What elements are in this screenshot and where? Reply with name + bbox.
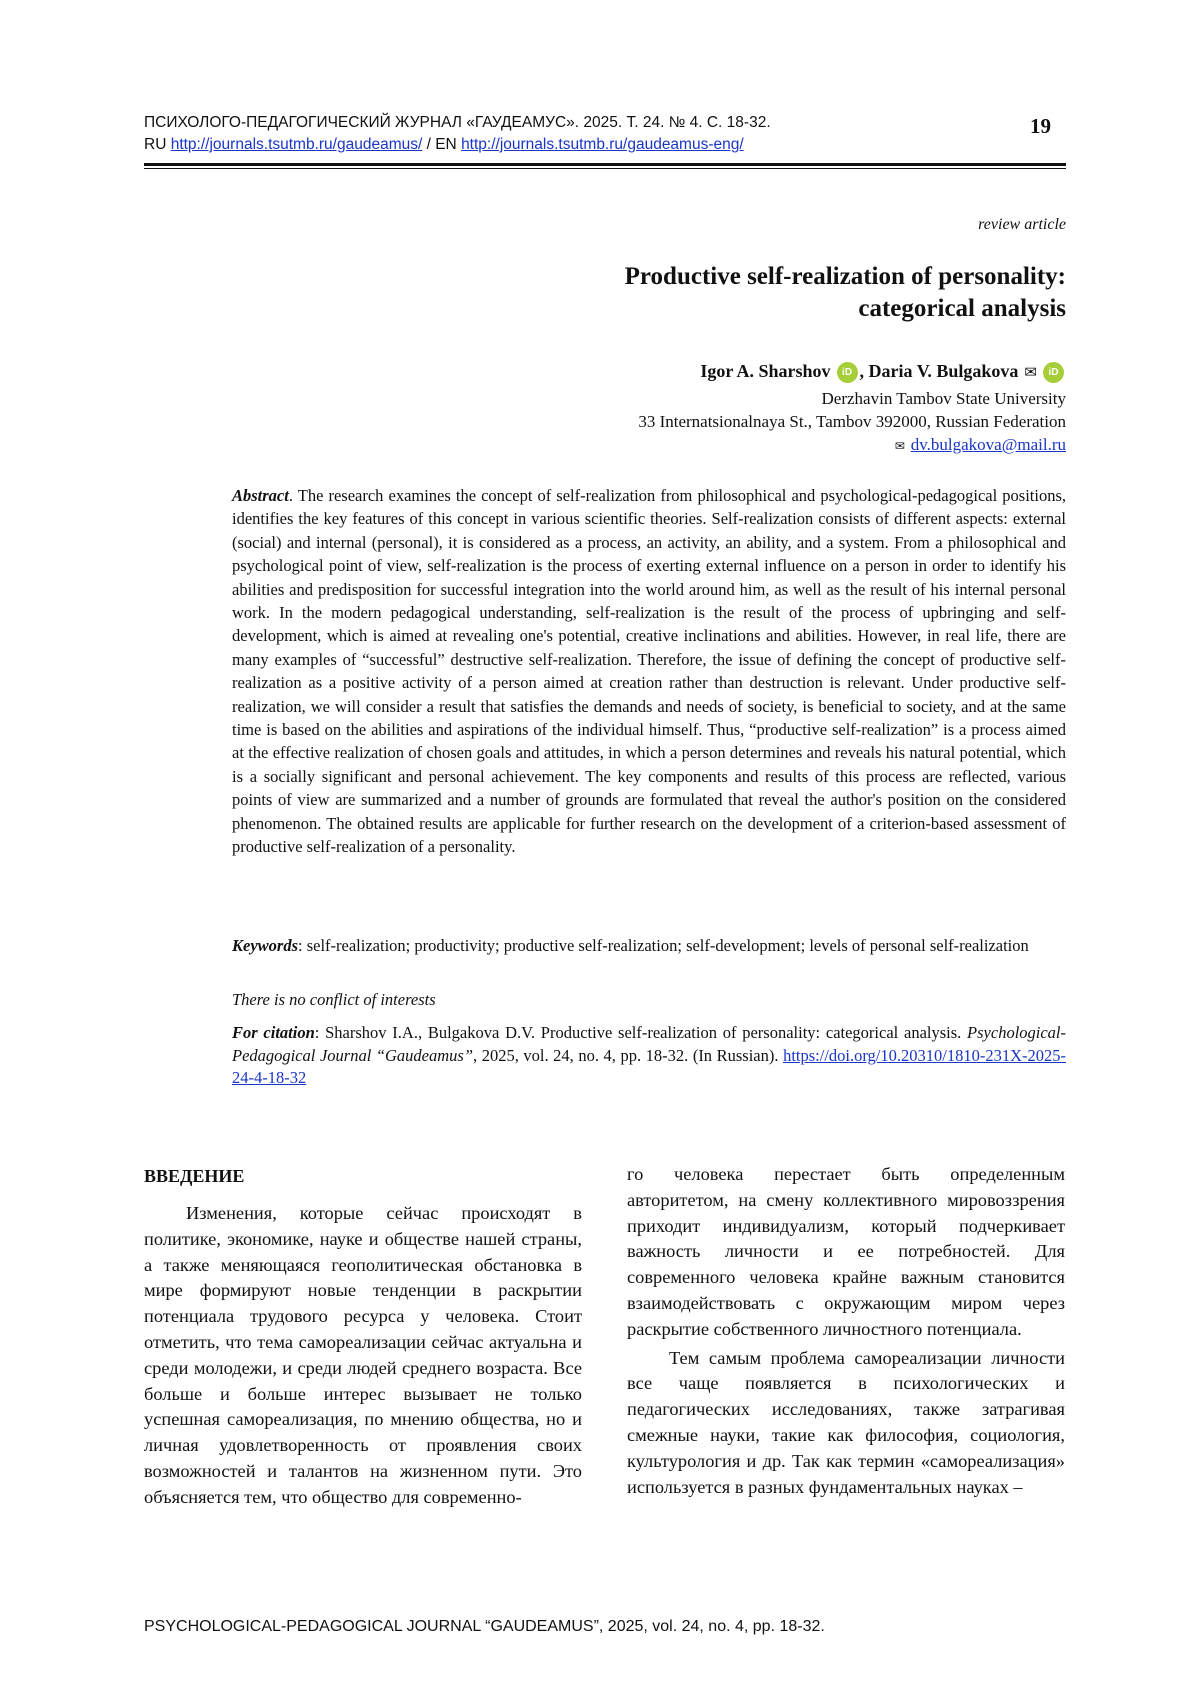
page-number: 19 xyxy=(1030,114,1051,138)
keywords-label: Keywords xyxy=(232,936,298,955)
affiliation: Derzhavin Tambov State University xyxy=(821,389,1066,408)
abstract-label: Abstract xyxy=(232,486,289,505)
conflict-statement: There is no conflict of interests xyxy=(232,990,436,1009)
keywords xyxy=(232,935,1066,957)
citation-text-1: : Sharshov I.A., Bulgakova D.V. Productive self-realization of personality: categorical analysis. xyxy=(314,1023,968,1042)
abstract xyxy=(232,484,1066,859)
orcid-icon[interactable]: iD xyxy=(837,362,858,383)
title-line-2: categorical analysis xyxy=(858,295,1066,322)
section-heading: ВВЕДЕНИЕ xyxy=(144,1166,245,1186)
email-line xyxy=(638,433,1066,458)
citation-label: For citation xyxy=(232,1023,315,1042)
title-line-1: Productive self-realization of personality: xyxy=(624,263,1066,290)
envelope-icon: ✉ xyxy=(894,439,905,453)
abstract-text: . The research examines the concept of self-realization from philosophical and psychological-pedagogical positions, identifies the key features of this concept in various scientific theories. Self-realization consists of different aspects: external (social) and internal (personal), it is considered as a process, an activity, an ability, and a system. From a philosophical and psychological point of view, self-realization is the process of exerting external influence on a person in order to identify his abilities and predisposition for successful integration into the world around him, as well as the result of his internal personal work. In the modern pedagogical understanding, self-realization is the result of the process of upbringing and self-development, which is aimed at revealing one's potential, creative inclinations and abilities. However, in real life, there are many examples of “successful” destructive self-realization. Therefore, the issue of defining the concept of productive self-realization as a positive activity of a person aimed at creation rather than destruction is relevant. Under productive self-realization, we will consider a result that satisfies the demands and needs of society, is beneficial to society, and at the same time is based on the abilities and aspirations of the individual himself. Thus, “productive self-realization” is a process aimed at the effective realization of chosen goals and attitudes, in which a person determines and reveals his natural potential, which is a socially significant and personal achievement. The key components and results of this process are reflected, various points of view are summarized and a number of grounds are formulated that reveal the author's position on the considered phenomenon. The obtained results are applicable for further research on the development of a criterion-based assessment of productive self-realization of a personality. xyxy=(232,486,1066,857)
authors xyxy=(700,361,1066,383)
address: 33 Internatsionalnaya St., Tambov 392000, Russian Federation xyxy=(638,412,1066,431)
running-footer: PSYCHOLOGICAL-PEDAGOGICAL JOURNAL “GAUDEAMUS”, 2025, vol. 24, no. 4, pp. 18-32. xyxy=(144,1618,825,1635)
header-rule-thin xyxy=(144,168,1066,169)
journal-line: ПСИХОЛОГО-ПЕДАГОГИЧЕСКИЙ ЖУРНАЛ «ГАУДЕАМУС». 2025. Т. 24. № 4. С. 18-32. xyxy=(144,114,771,131)
article-type: review article xyxy=(978,216,1066,233)
email-link[interactable]: dv.bulgakova@mail.ru xyxy=(910,435,1066,454)
author-2: , Daria V. Bulgakova xyxy=(859,361,1019,381)
url-separator: / EN xyxy=(422,136,462,153)
citation xyxy=(232,1022,1066,1090)
paragraph: Тем самым проблема самореализации личности все чаще появляется в психологических и педагогических исследованиях, также затрагивая смежные науки, такие как философия, социология, культурология и др. Так как термин «самореализация» используется в разных фундаментальных науках – xyxy=(627,1347,1065,1497)
author-1: Igor A. Sharshov xyxy=(700,361,831,381)
ru-url-link[interactable]: http://journals.tsutmb.ru/gaudeamus/ xyxy=(170,136,423,153)
doi-link[interactable]: https://doi.org/10.20310/1810-231X-2025-24-4-18-32 xyxy=(232,1045,1067,1087)
affiliation-block xyxy=(638,387,1066,458)
orcid-icon[interactable]: iD xyxy=(1043,362,1064,383)
header-rule-thick xyxy=(144,163,1066,166)
ru-prefix: RU xyxy=(144,136,171,153)
paragraph: го человека перестает быть определенным авторитетом, на смену коллективного мировоззрения приходит индивидуализм, который подчеркивает важность личности и ее потребностей. Для современного человека крайне важным становится взаимодействовать с окружающим миром через раскрытие собственного личностного потенциала. xyxy=(627,1164,1065,1339)
envelope-icon: ✉ xyxy=(1024,363,1037,381)
citation-text-2: , 2025, vol. 24, no. 4, pp. 18-32. (In Russian). xyxy=(473,1045,784,1065)
citation-journal: Psychological-Pedagogical Journal “Gaudeamus” xyxy=(232,1023,1067,1065)
paragraph: Изменения, которые сейчас происходят в политике, экономике, науке и обществе нашей страны, а также меняющаяся геополитическая обстановка в мире формируют новые тенденции в раскрытии потенциала трудового ресурса у человека. Стоит отметить, что тема самореализации сейчас актуальна и среди молодежи, и среди людей среднего возраста. Все больше и больше интерес вызывает не только успешная самореализация, по мнению общества, но и личная удовлетворенность от проявления своих возможностей и талантов на жизненном пути. Это объясняется тем, что общество для современно- xyxy=(144,1203,582,1507)
body-column-right xyxy=(627,1162,1065,1500)
article-title xyxy=(466,261,1066,325)
body-column-left xyxy=(144,1201,582,1511)
keywords-text: : self-realization; productivity; productive self-realization; self-development; levels of personal self-realization xyxy=(298,936,1029,955)
journal-urls xyxy=(144,134,924,156)
en-url-link[interactable]: http://journals.tsutmb.ru/gaudeamus-eng/ xyxy=(461,136,744,153)
running-header xyxy=(144,112,924,156)
